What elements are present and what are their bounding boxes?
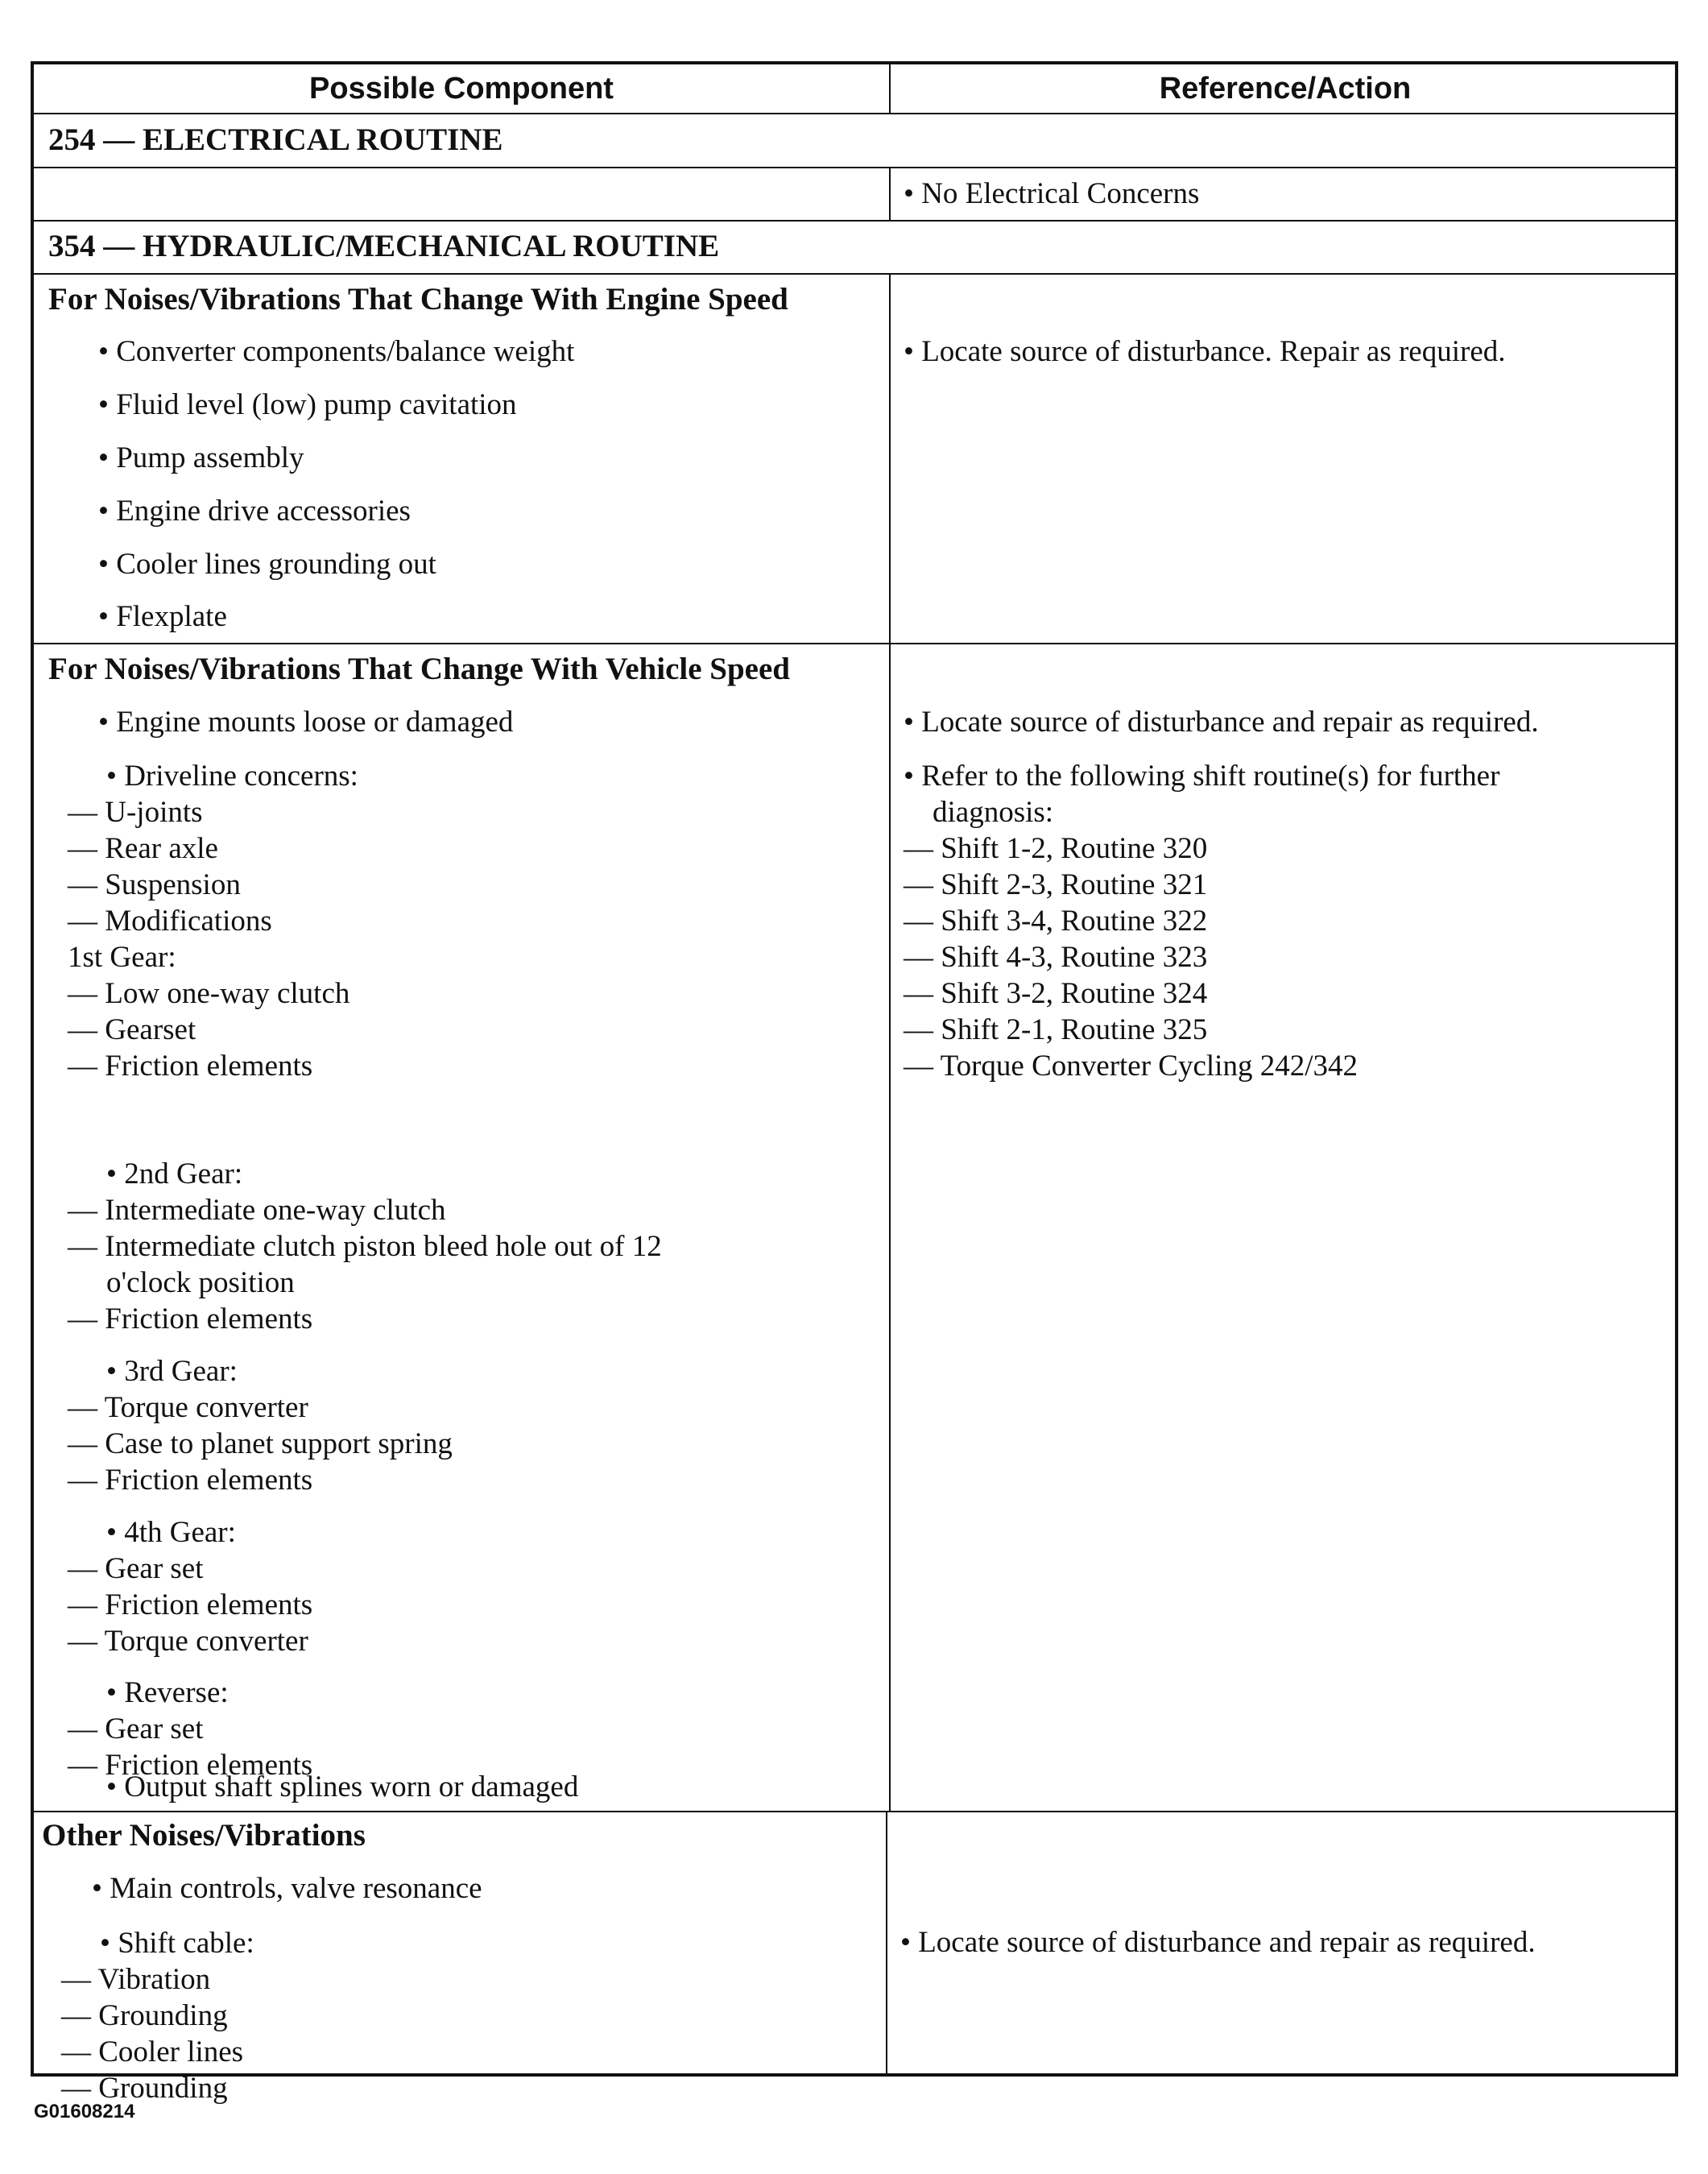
header-possible-component: Possible Component — [309, 72, 614, 106]
list-item: — Gear set — [68, 1712, 204, 1745]
header-reference-action: Reference/Action — [1159, 72, 1412, 106]
list-item: • 3rd Gear: — [106, 1355, 238, 1388]
list-item: — Modifications — [68, 905, 272, 938]
list-item: — Intermediate one-way clutch — [68, 1194, 446, 1227]
electrical-action: • No Electrical Concerns — [904, 177, 1200, 210]
other-noises-action: • Locate source of disturbance and repair as required. — [900, 1926, 1536, 1959]
main-controls-item: • Main controls, valve resonance — [92, 1872, 482, 1905]
output-shaft-item: • Output shaft splines worn or damaged — [106, 1770, 579, 1803]
row-divider — [34, 113, 1675, 114]
list-item: o'clock position — [106, 1266, 295, 1299]
list-item: — Shift 4-3, Routine 323 — [904, 941, 1208, 974]
list-item: — Shift 2-3, Routine 321 — [904, 868, 1208, 901]
shift-cable-list — [61, 1925, 254, 2106]
engine-speed-item: • Engine drive accessories — [98, 495, 411, 528]
second-gear-list — [68, 1156, 662, 1337]
figure-code: G01608214 — [34, 2101, 135, 2122]
list-item: — Suspension — [68, 868, 241, 901]
vehicle-speed-heading: For Noises/Vibrations That Change With Vehicle Speed — [48, 652, 790, 686]
list-item: — Vibration — [61, 1963, 211, 1996]
list-item: — Friction elements — [68, 1749, 313, 1782]
list-item: • Reverse: — [106, 1676, 229, 1709]
list-item: • 2nd Gear: — [106, 1157, 243, 1191]
engine-mounts-item: • Engine mounts loose or damaged — [98, 706, 514, 739]
list-item: — Grounding — [61, 1999, 228, 2032]
engine-speed-item: • Fluid level (low) pump cavitation — [98, 388, 517, 421]
list-item: — Gear set — [68, 1552, 204, 1585]
list-item: — Intermediate clutch piston bleed hole out of 12 — [68, 1230, 662, 1263]
list-item: — Shift 3-4, Routine 322 — [904, 905, 1208, 938]
list-item: — Case to planet support spring — [68, 1427, 453, 1460]
column-divider — [889, 273, 891, 1811]
fourth-gear-list — [68, 1514, 312, 1659]
list-item: — Shift 3-2, Routine 324 — [904, 977, 1208, 1010]
list-item: • Driveline concerns: — [106, 760, 358, 793]
list-item: — Shift 2-1, Routine 325 — [904, 1013, 1208, 1046]
list-item: • 4th Gear: — [106, 1516, 236, 1549]
list-item: — Grounding — [61, 2072, 228, 2105]
row-divider — [34, 1811, 1675, 1812]
row-divider — [34, 220, 1675, 222]
row-divider — [34, 273, 1675, 275]
engine-speed-item: • Converter components/balance weight — [98, 335, 575, 368]
list-item: diagnosis: — [933, 796, 1054, 829]
engine-mounts-action: • Locate source of disturbance and repair as required. — [904, 706, 1539, 739]
list-item: • Shift cable: — [100, 1927, 254, 1960]
shift-routine-reference-list — [904, 758, 1499, 1084]
list-item: 1st Gear: — [68, 941, 176, 974]
row-divider — [34, 643, 1675, 644]
list-item: — Friction elements — [68, 1302, 313, 1335]
list-item: — Shift 1-2, Routine 320 — [904, 832, 1208, 865]
list-item: — Gearset — [68, 1013, 196, 1046]
list-item: — Friction elements — [68, 1050, 313, 1083]
list-item: — Cooler lines — [61, 2035, 244, 2068]
list-item: • Refer to the following shift routine(s) for further — [904, 760, 1500, 793]
list-item: — Torque converter — [68, 1625, 308, 1658]
engine-speed-item: • Pump assembly — [98, 441, 304, 474]
list-item: — Friction elements — [68, 1588, 313, 1621]
list-item: — Rear axle — [68, 832, 218, 865]
driveline-concerns-list — [68, 758, 358, 1084]
list-item: — Torque Converter Cycling 242/342 — [904, 1050, 1358, 1083]
list-item: — Low one-way clutch — [68, 977, 350, 1010]
section-electrical-routine: 254 — ELECTRICAL ROUTINE — [48, 122, 503, 157]
other-noises-heading: Other Noises/Vibrations — [42, 1818, 366, 1853]
list-item: — Torque converter — [68, 1391, 308, 1424]
engine-speed-item: • Flexplate — [98, 600, 227, 633]
diagnosis-table — [31, 61, 1678, 2105]
column-divider — [886, 1811, 887, 2077]
engine-speed-item: • Cooler lines grounding out — [98, 548, 436, 581]
engine-speed-action: • Locate source of disturbance. Repair as required. — [904, 335, 1506, 368]
list-item: — U-joints — [68, 796, 203, 829]
column-divider — [889, 167, 891, 220]
list-item: — Friction elements — [68, 1464, 313, 1497]
engine-speed-heading: For Noises/Vibrations That Change With Engine Speed — [48, 282, 788, 317]
reverse-list — [68, 1675, 312, 1783]
third-gear-list — [68, 1353, 453, 1498]
row-divider — [34, 167, 1675, 168]
section-hydraulic-mechanical-routine: 354 — HYDRAULIC/MECHANICAL ROUTINE — [48, 229, 720, 263]
